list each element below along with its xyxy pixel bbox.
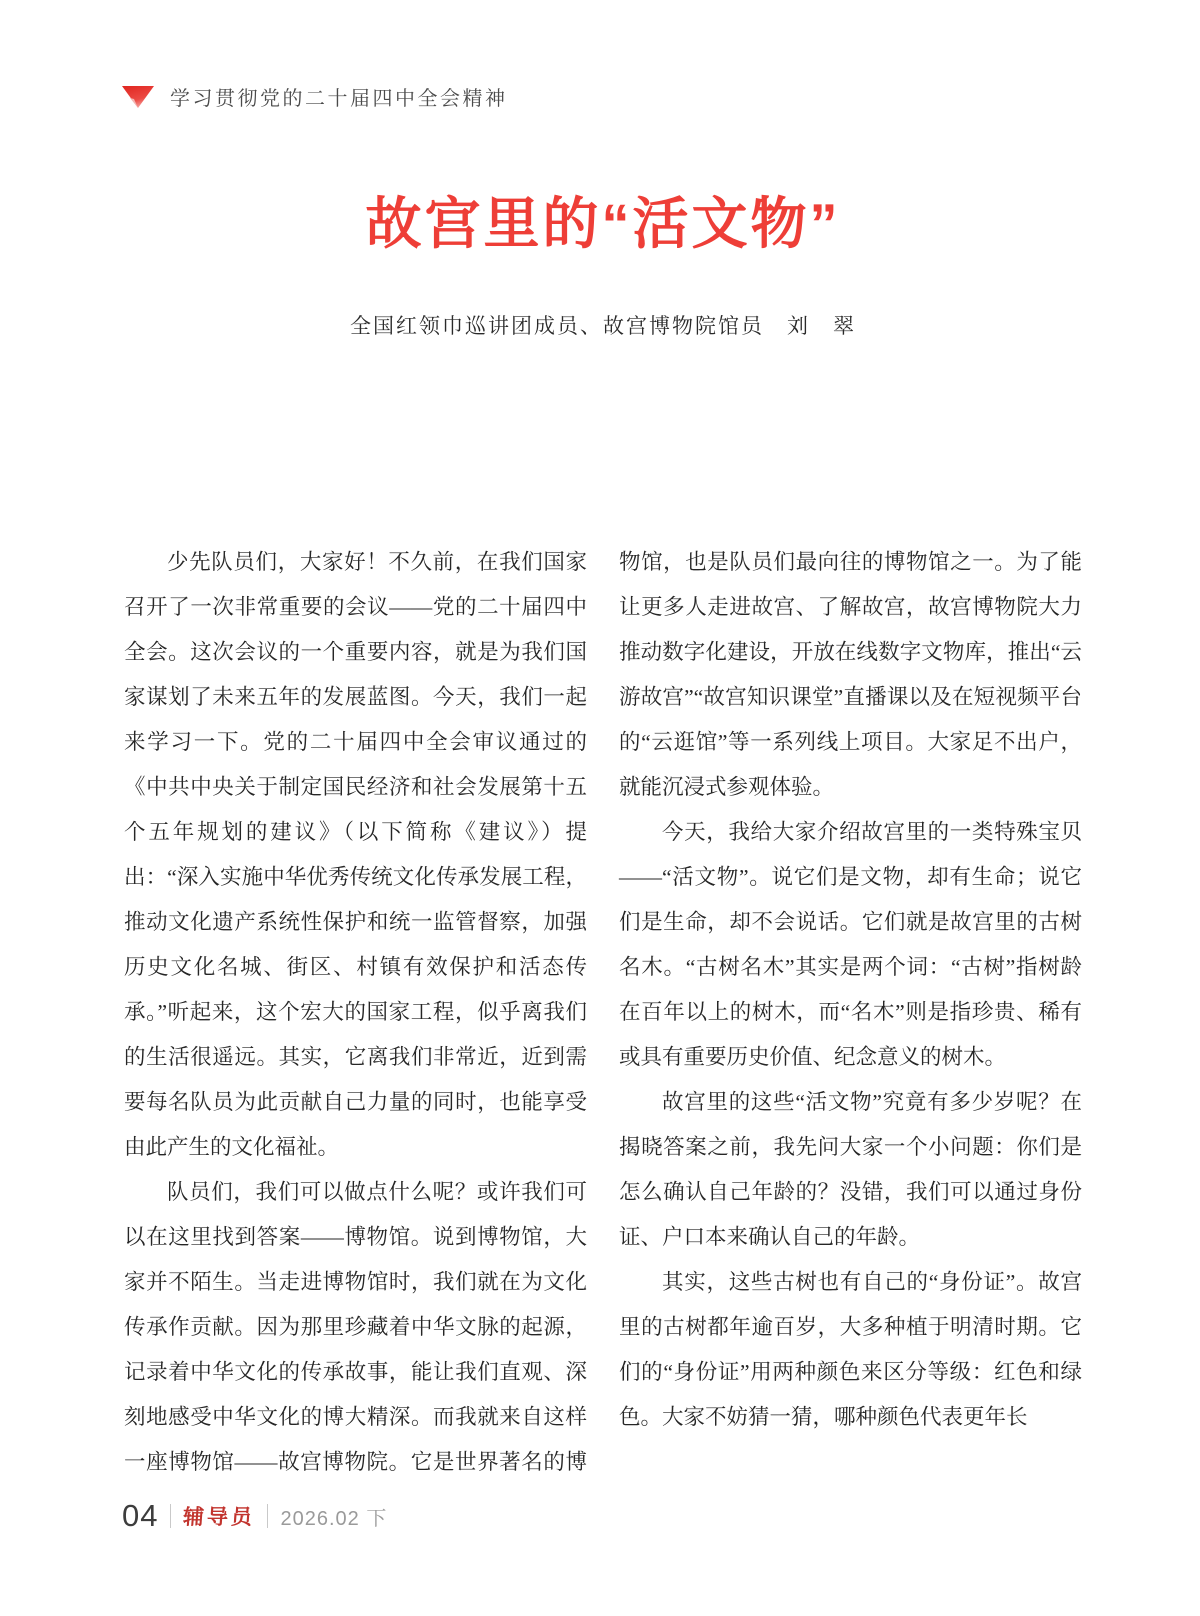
article-byline: 全国红领巾巡讲团成员、故宫博物院馆员 刘 翠	[350, 314, 856, 338]
page-header	[120, 82, 508, 111]
article-title: 故宫里的“活文物”	[365, 192, 841, 255]
footer-divider	[170, 1504, 171, 1528]
issue-label: 2026.02 下	[280, 1507, 388, 1530]
red-triangle-icon	[120, 84, 156, 110]
article-body	[124, 540, 1082, 1490]
footer-divider	[267, 1504, 268, 1528]
body-paragraph: 今天，我给大家介绍故宫里的一类特殊宝贝——“活文物”。说它们是文物，却有生命；说它们是生命，却不会说话。它们就是故宫里的古树名木。“古树名木”其实是两个词：“古树”指树龄在百年以上的树木，而“名木”则是指珍贵、稀有或具有重要历史价值、纪念意义的树木。	[619, 820, 1082, 1069]
body-paragraph: 队员们，我们可以做点什么呢？或许我们可以在这里找到答案——博物馆。说到博物馆，大家并不陌生。当走进博物馆时，我们就在为文化传承作贡献。因为那里珍藏着中华文脉的起源，记录着中华文化的传承故事，能让我们直观、深刻地感受中华文化的博大精深。而我就来自这样一座博物馆——故宫博物院。它是世界著名的博物馆，也是队员们最向往的博物馆之一。为了能让更多人走进故宫、了解故宫，故宫博物院大力推动数字化建设，开放在线数字文物库，推出“云游故宫”“故宫知识课堂”直播课以及在短视频平台的“云逛馆”等一系列线上项目。大家足不出户，就能沉浸式参观体验。	[124, 550, 1082, 1474]
body-paragraph: 故宫里的这些“活文物”究竟有多少岁呢？在揭晓答案之前，我先问大家一个小问题：你们是怎么确认自己年龄的？没错，我们可以通过身份证、户口本来确认自己的年龄。	[619, 1090, 1082, 1249]
body-paragraph: 少先队员们，大家好！不久前，在我们国家召开了一次非常重要的会议——党的二十届四中全会。这次会议的一个重要内容，就是为我们国家谋划了未来五年的发展蓝图。今天，我们一起来学习一下。党的二十届四中全会审议通过的《中共中央关于制定国民经济和社会发展第十五个五年规划的建议》（以下简称《建议》）提出：“深入实施中华优秀传统文化传承发展工程，推动文化遗产系统性保护和统一监管督察，加强历史文化名城、街区、村镇有效保护和活态传承。”听起来，这个宏大的国家工程，似乎离我们的生活很遥远。其实，它离我们非常近，近到需要每名队员为此贡献自己力量的同时，也能享受由此产生的文化福祉。	[124, 550, 587, 1159]
body-paragraph: 其实，这些古树也有自己的“身份证”。故宫里的古树都年逾百岁，大多种植于明清时期。它们的“身份证”用两种颜色来区分等级：红色和绿色。大家不妨猜一猜，哪种颜色代表更年长	[619, 1270, 1082, 1429]
page-footer	[122, 1498, 387, 1534]
magazine-logo: 辅导员	[182, 1505, 257, 1529]
page-number: 04	[122, 1498, 159, 1533]
section-tag: 学习贯彻党的二十届四中全会精神	[170, 88, 508, 110]
